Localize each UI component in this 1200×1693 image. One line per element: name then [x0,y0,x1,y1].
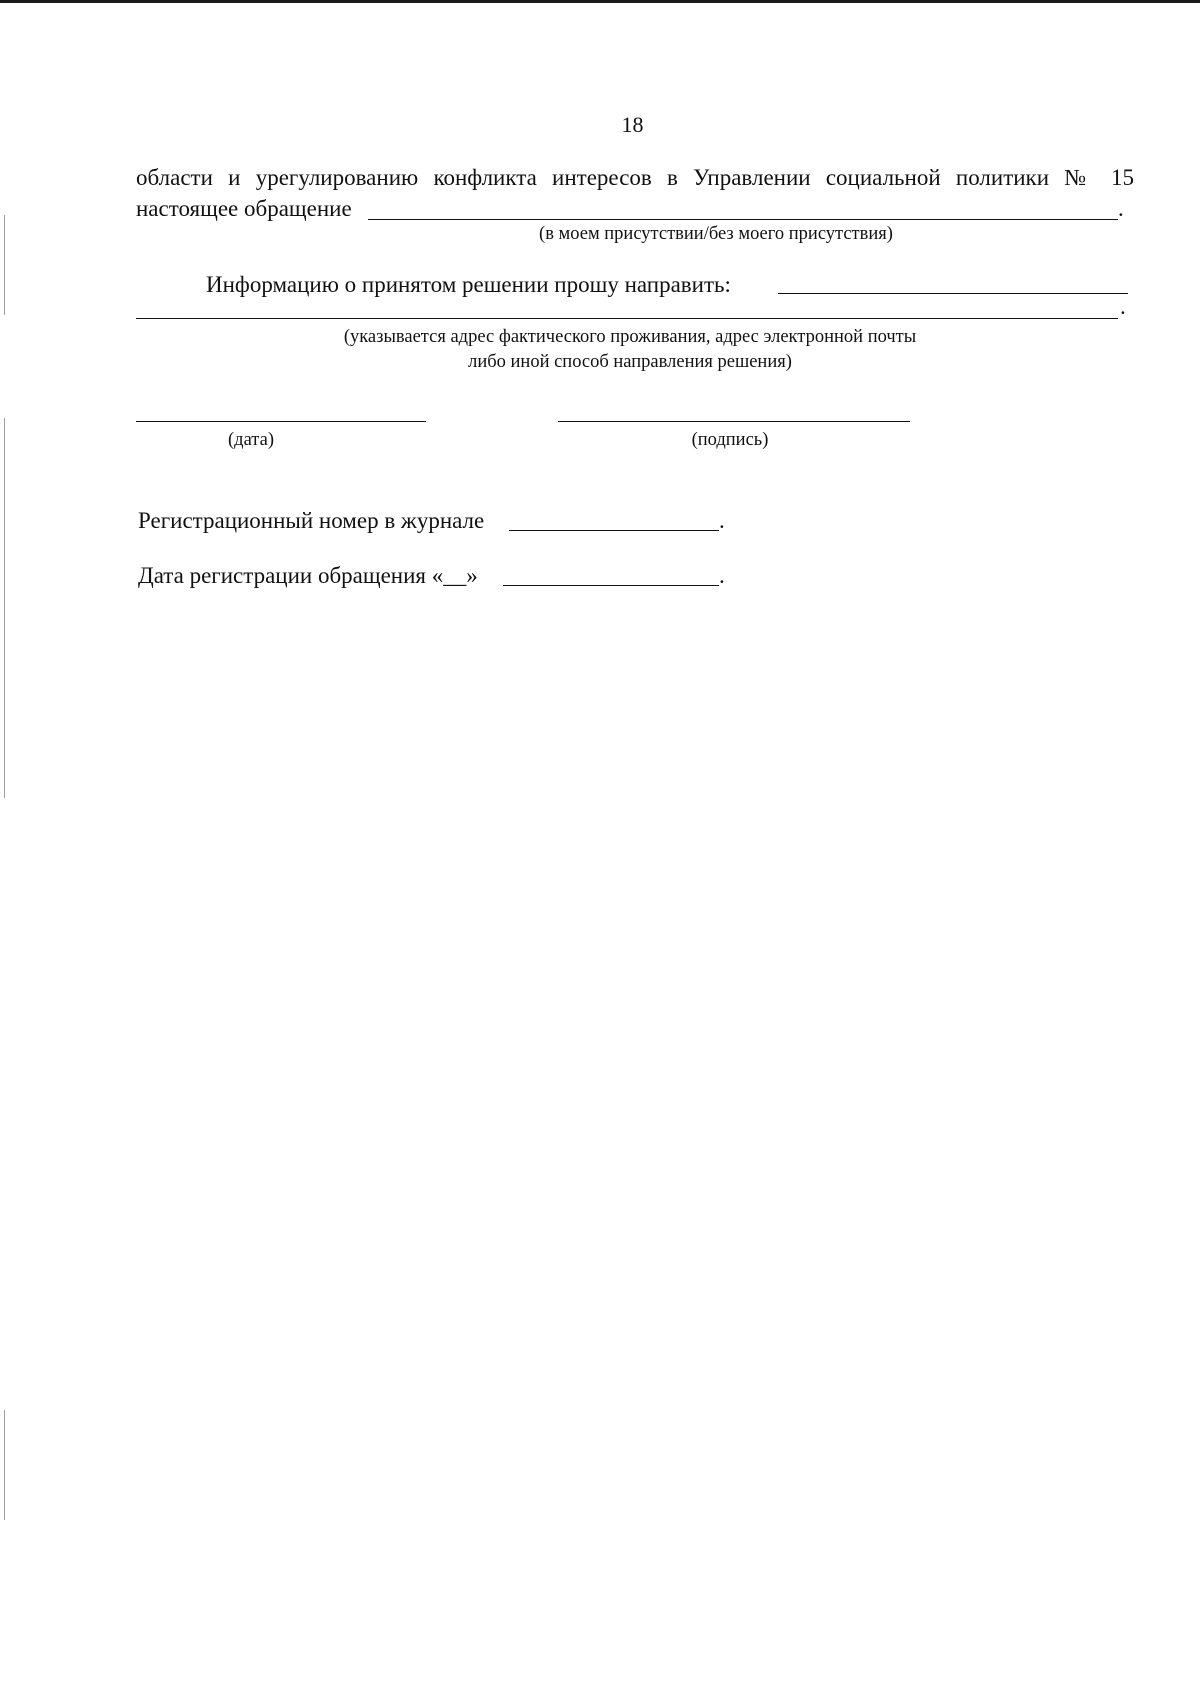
registration-date-label: Дата регистрации обращения «__» [138,563,478,588]
decision-line-period: . [1120,294,1126,319]
registration-number-period: . [719,508,725,533]
registration-date-period: . [719,563,725,588]
registration-date-blank-line[interactable] [503,585,719,586]
decision-info-hint-line-1: (указывается адрес фактического проживания, адрес электронной почты [343,327,917,347]
decision-info-blank-line-2[interactable] [136,318,1118,319]
signature-label: (подпись) [691,430,769,450]
presence-hint: (в моем присутствии/без моего присутствия) [539,224,893,244]
scan-edge-mark [4,418,5,798]
page-number: 18 [621,112,644,137]
appeal-text-line-1: области и урегулированию конфликта интересов в Управлении социальной политики № 15 [136,165,1134,190]
decision-info-label: Информацию о принятом решении прошу направить: [206,272,731,297]
presence-line-period: . [1118,196,1124,221]
date-label: (дата) [228,430,274,450]
scan-edge-mark [4,215,5,315]
scan-edge-mark [4,1410,5,1520]
signature-blank-line[interactable] [558,421,910,422]
appeal-text-line-2: настоящее обращение [136,196,352,221]
registration-number-blank-line[interactable] [509,530,719,531]
decision-info-blank-line[interactable] [778,293,1128,294]
scan-top-border [0,0,1200,3]
presence-blank-line[interactable] [368,219,1118,220]
date-blank-line[interactable] [136,421,426,422]
registration-number-label: Регистрационный номер в журнале [138,508,485,533]
decision-info-hint-line-2: либо иной способ направления решения) [468,352,792,372]
